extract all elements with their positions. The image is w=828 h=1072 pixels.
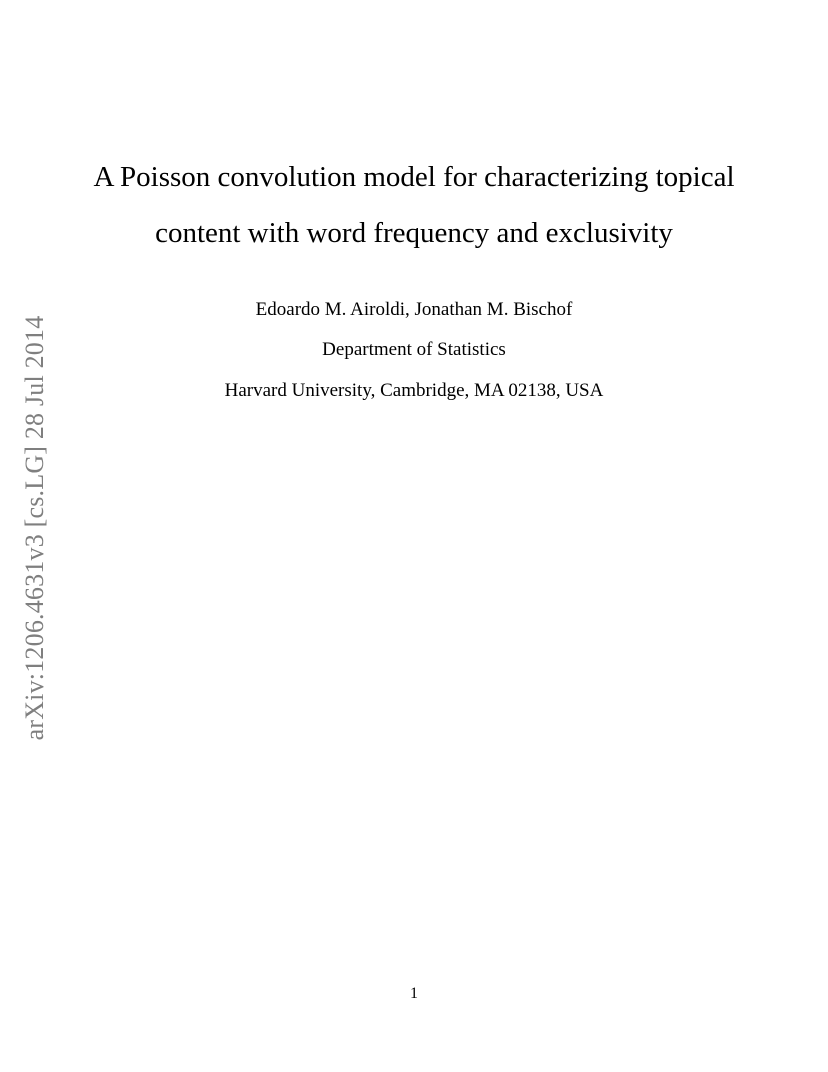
author-affiliation: Harvard University, Cambridge, MA 02138, USA <box>224 380 604 401</box>
paper-title-line-1: A Poisson convolution model for characterizing topical <box>93 161 735 193</box>
author-department: Department of Statistics <box>322 339 506 360</box>
page-number: 1 <box>410 985 418 1002</box>
paper-authors: Edoardo M. Airoldi, Jonathan M. Bischof <box>255 299 573 320</box>
paper-title-line-2: content with word frequency and exclusivity <box>155 217 673 249</box>
arxiv-identifier-stamp: arXiv:1206.4631v3 [cs.LG] 28 Jul 2014 <box>20 315 49 741</box>
